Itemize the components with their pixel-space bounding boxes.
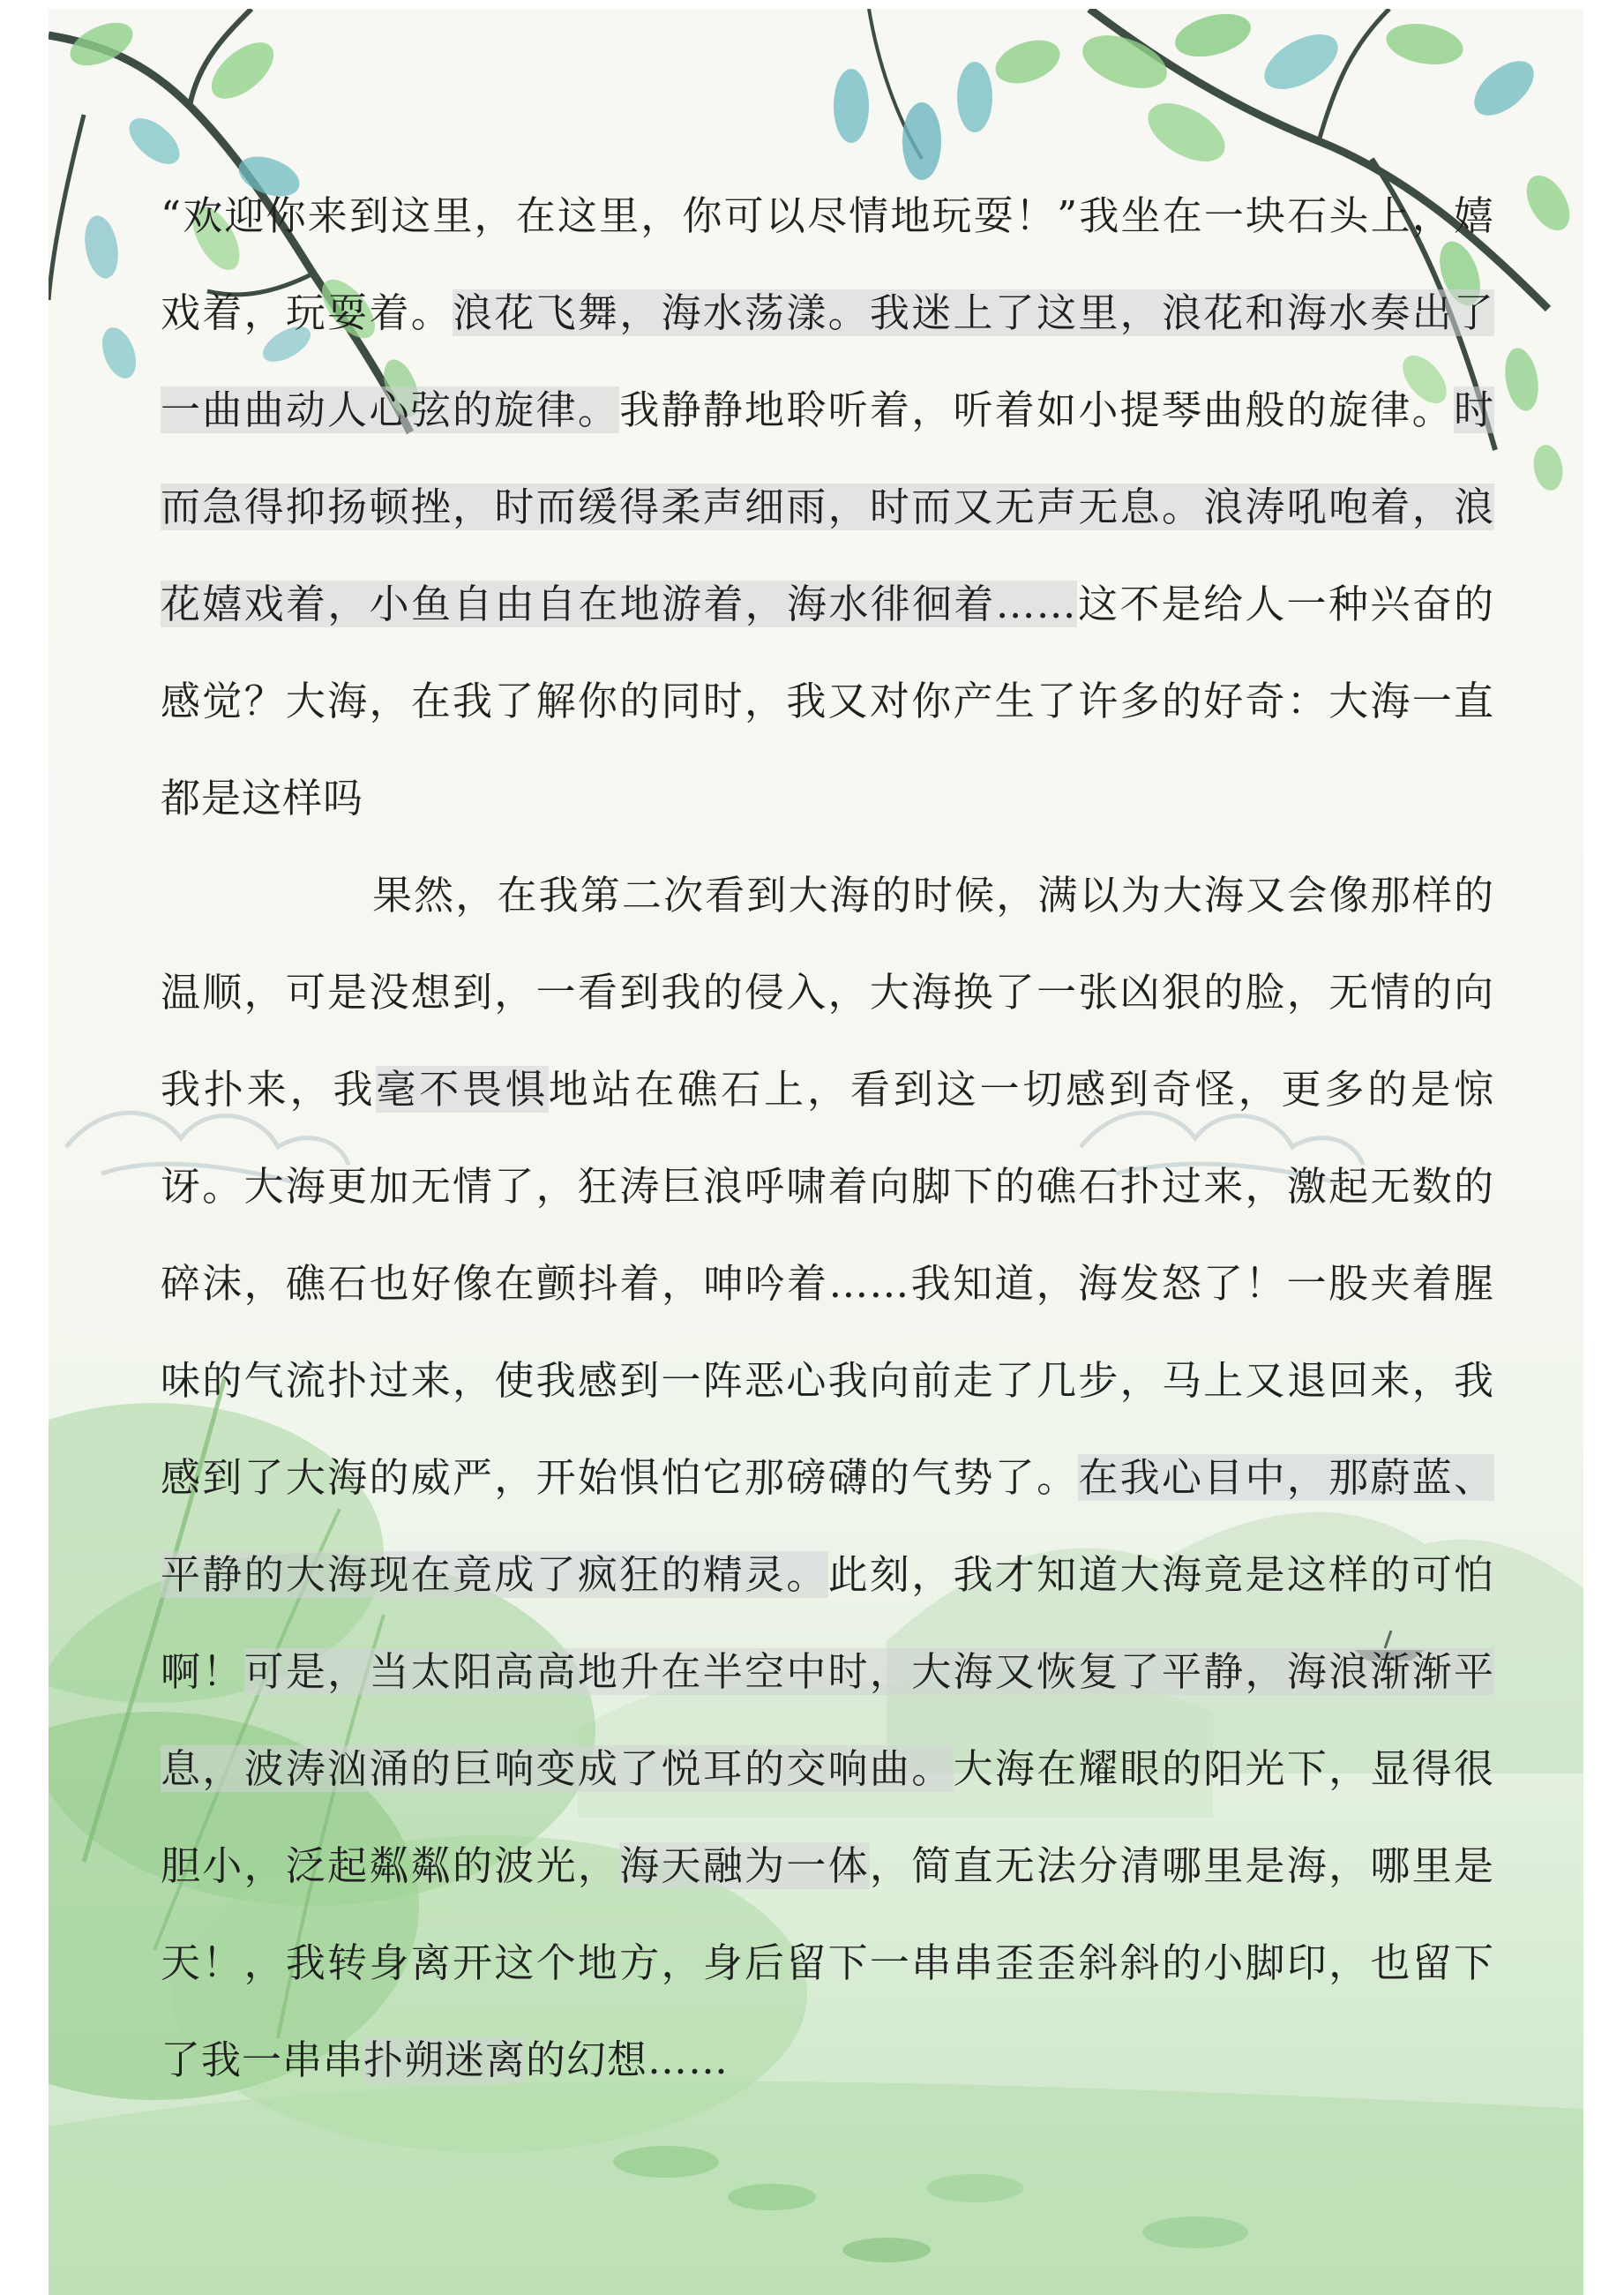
highlighted-phrase: 毫不畏惧	[376, 1066, 549, 1113]
text-segment: 此刻，我才知道大海竟是这样的可怕啊！	[161, 1551, 1494, 1695]
text-segment: 地站在礁石上，看到这一切感到奇怪，更多的是惊讶。大海更加无情了，狂涛巨浪呼啸着向脚下的礁石扑过来，激起无数的碎沫，礁石也好像在颤抖着，呻吟着……我知道，海发怒了！一股夹着腥味的气流扑过来，使我感到一阵恶心我向前走了几步，马上又退回来，我感到了大海的威严，开始惧怕它那磅礴的气势了。	[161, 1066, 1494, 1501]
highlighted-phrase: 时而急得抑扬顿挫，时而缓得柔声细雨，时而又无声无息。	[161, 386, 1494, 530]
top-center-leaves	[834, 9, 1066, 180]
text-segment: ，简直无法分清哪里是海，哪里是天！，我转身离开这个地方，身后留下一串串歪歪斜斜的小脚印，也留下了我一串串	[161, 1842, 1494, 2083]
text-segment: 我静静地聆听着，听着如小提琴曲般的旋律。	[619, 386, 1454, 433]
text-segment: 果然，在我第二次看到大海的时候，满以为大海又会像那样的温顺，可是没想到，一看到我的侵入，大海换了一张凶狠的脸，无情的向我扑来，我	[161, 872, 1494, 1113]
highlighted-phrase: 浪涛吼咆着，浪花嬉戏着，小鱼自由自在地游着，海水徘徊着……	[161, 484, 1494, 627]
text-segment: “欢迎你来到这里，在这里，你可以尽情地玩耍！”我坐在一块石头上，嬉戏着，玩耍着。	[161, 192, 1494, 336]
essay-text	[161, 168, 1494, 2109]
page-sheet	[49, 9, 1583, 2295]
text-segment: 的幻想……	[526, 2036, 730, 2083]
text-segment: 大海在耀眼的阳光下，显得很胆小，泛起粼粼的波光，	[161, 1745, 1494, 1889]
text-segment: 这不是给人一种兴奋的感觉？大海，在我了解你的同时，我又对你产生了许多的好奇：大海一直都是这样吗	[161, 581, 1494, 821]
paragraph-1	[161, 168, 1494, 847]
highlighted-phrase: 海天融为一体	[619, 1842, 870, 1889]
highlighted-phrase: 在我心目中，那蔚蓝、平静的大海现在竟成了疯狂的精灵。	[161, 1454, 1494, 1598]
paragraph-2	[161, 847, 1494, 2109]
highlighted-phrase: 扑朔迷离	[363, 2036, 527, 2083]
highlighted-phrase: 浪花飞舞，海水荡漾。我迷上了这里，浪花和海水奏出了一曲曲动人心弦的旋律。	[161, 289, 1494, 433]
highlighted-phrase: 可是，当太阳高高地升在半空中时，大海又恢复了平静，海浪渐渐平息，波涛汹涌的巨响变成了悦耳的交响曲。	[161, 1648, 1494, 1792]
